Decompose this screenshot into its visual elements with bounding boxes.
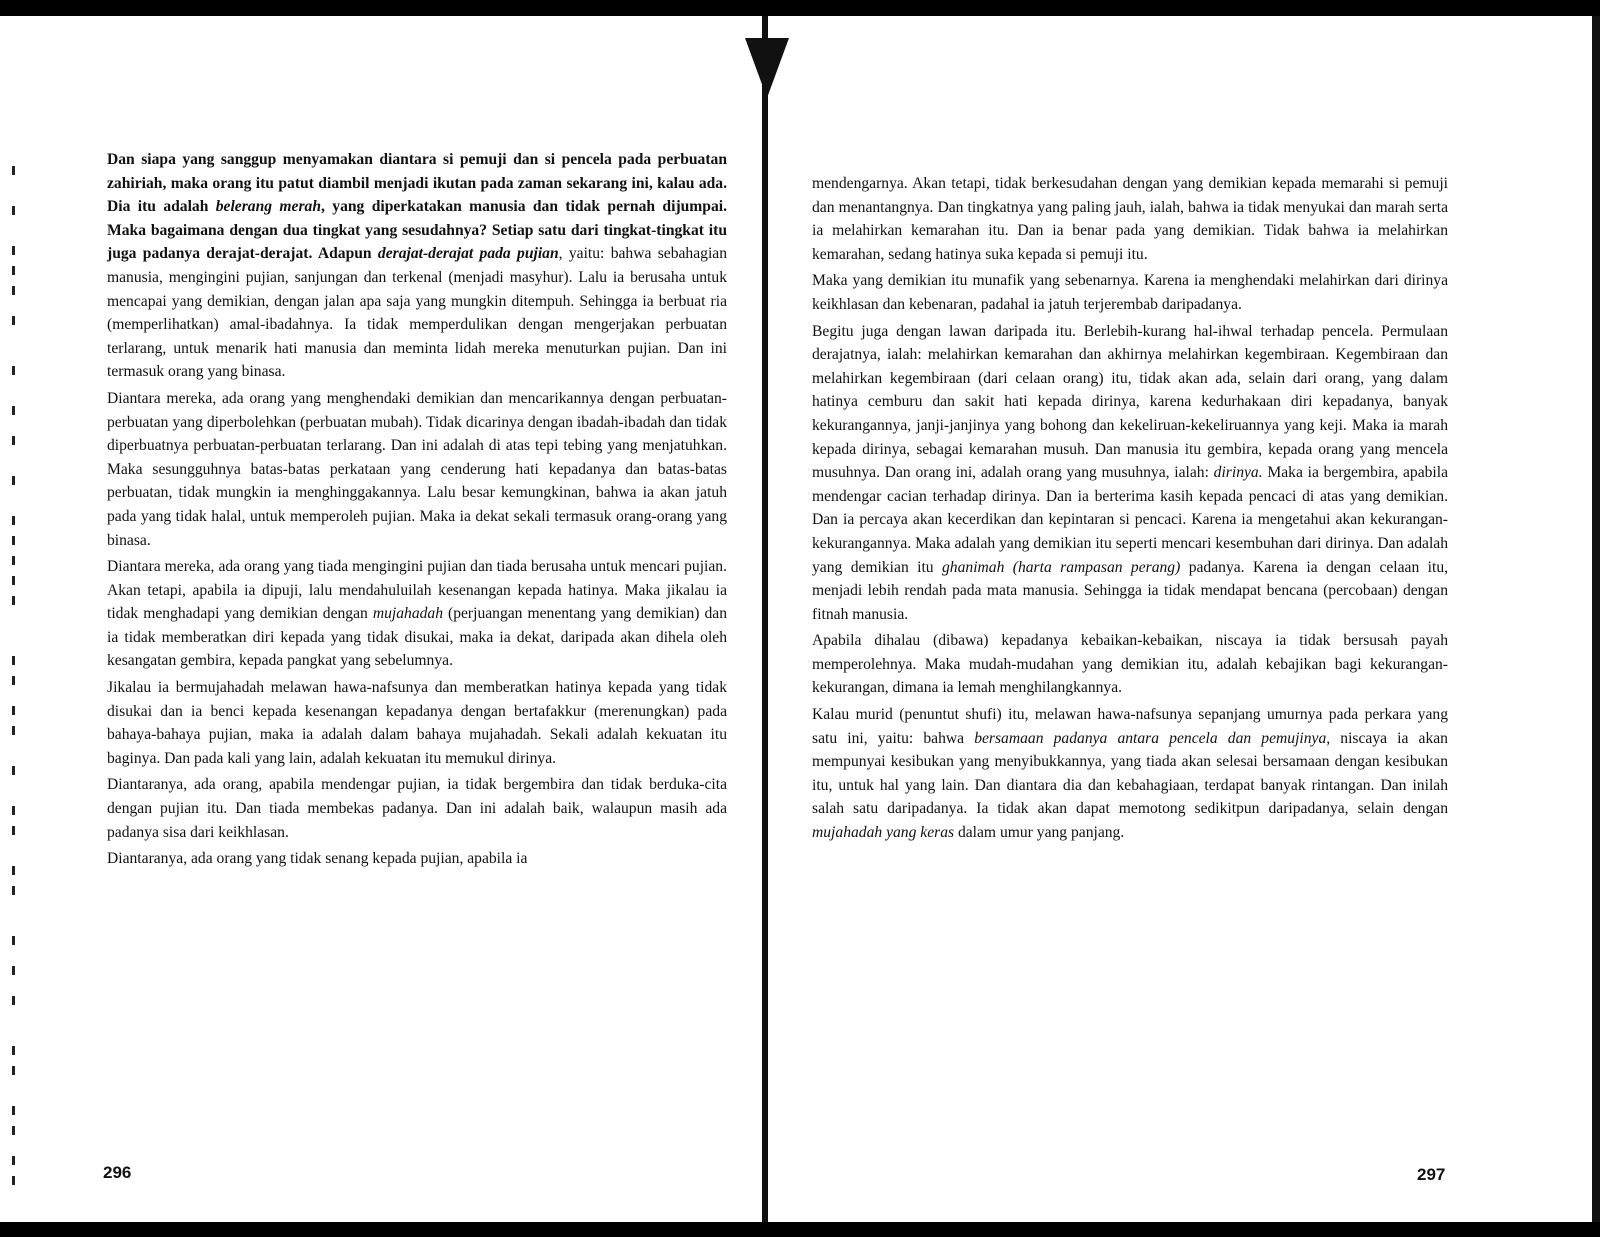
paragraph [107,773,727,844]
text-run: Diantaranya, ada orang, apabila mendengar pujian, ia tidak bergembira dan tidak berduka-cita dengan pujian itu. Dan tiada membekas padanya. Dan ini adalah baik, walaupun masih ada padanya sisa dari keikhlasan. [107,776,727,841]
paragraph [107,555,727,673]
text-run: Jikalau ia bermujahadah melawan hawa-nafsunya dan memberatkan hatinya kepada yang tidak disukai dan ia benci kepada kesenangan kepadanya dengan bertafakkur (merenungkan) pada bahaya-bahaya pujian, maka ia adalah dalam bahaya mujahadah. Sekali adalah kekuatan itu baginya. Dan pada kali yang lain, adalah kekuatan itu memukul dirinya. [107,679,727,767]
scan-mark [12,1156,15,1165]
scan-mark [12,1066,15,1075]
scan-mark [12,436,15,445]
text-run: , yaitu: bahwa sebahagian manusia, mengingini pujian, sanjungan dan terkenal (menjadi masyhur). Lalu ia berusaha untuk mencapai yang demikian, dengan jalan apa saja yang mungkin ditempuh. Sehingga ia berbuat ria (memperlihatkan) amal-ibadahnya. Ia tidak memperdulikan dengan mengerjakan perbuatan terlarang, untuk menarik hati manusia dan meminta lidah mereka menuturkan pujian. Dan ini termasuk orang yang binasa. [107,245,727,381]
paragraph [812,703,1448,845]
scan-mark [12,886,15,895]
text-run: Kalau murid (penuntut shufi) itu, melawan hawa-nafsunya sepanjang umurnya pada perkara yang satu ini, yaitu: bahwa [812,706,1448,747]
scan-mark [12,656,15,665]
scan-mark [12,316,15,325]
text-run: Maka yang demikian itu munafik yang sebenarnya. Karena ia menghendaki melahirkan dari dirinya keikhlasan dan kebenaran, padahal ia jatuh terjerembab daripadanya. [812,272,1448,313]
scan-mark [12,726,15,735]
text-run: Dan siapa yang sanggup menyamakan diantara si pemuji dan si pencela pada perbuatan zahiriah, maka orang itu patut diambil menjadi ikutan pada zaman sekarang ini, kalau ada. Dia itu adalah [107,151,727,216]
text-run: mendengarnya. Akan tetapi, tidak berkesudahan dengan yang demikian kepada memarahi si pemuji dan menantangnya. Dan tingkatnya yang paling jauh, ialah, bahwa ia tidak menyukai dan marah serta ia melahirkan kemarahan itu. Dan ia benar pada yang demikian. Tidak bahwa ia melahirkan kemarahan, sedang hatinya suka kepada si pemuji itu. [812,175,1448,263]
left-page-number: 296 [103,1163,132,1182]
paragraph [812,629,1448,700]
paragraph [812,320,1448,627]
scan-mark [12,806,15,815]
scan-mark [12,1106,15,1115]
text-run: , yang diperkatakan manusia dan tidak pernah dijumpai. Maka bagaimana dengan dua tingkat yang sesudahnya? Setiap satu dari tingkat-tingkat itu juga padanya derajat-derajat. Adapun [107,198,727,263]
text-run: niscaya ia akan mempunyai kesibukan yang menyibukkannya, yang tiada akan selesai bersamaan dengan kesibukan itu, untuk hal yang lain. Dan diantara dia dan kebahagiaan, terdapat banyak rintangan. Dan inilah salah satu daripadanya. Ia tidak akan dapat memotong sedikitpun daripadanya, selain dengan [812,729,1448,818]
paragraph [107,148,727,384]
book-spread [0,16,1600,1222]
scan-mark [12,206,15,215]
scan-mark [12,1126,15,1135]
paragraph [107,387,727,552]
text-run: Begitu juga dengan lawan daripada itu. Berlebih-kurang hal-ihwal terhadap pencela. Permulaan derajatnya, ialah: melahirkan kemarahan dan akhirnya melahirkan kegembiraan. Kegembiraan dan melahirkan kegembiraan (dari celaan orang) itu, tidak akan ada, selain dari orang, yang dalam hatinya cemburu dan sakit hati kepada dirinya, karena kedurhakaan diri kepadanya, banyak kekurangannya, janji-janjinya yang bohong dan kekeliruan-kekeliruannya yang keji. Maka ia marah kepada dirinya, sebagai kemarahan musuh. Dan manusia itu gembira, kepada orang yang mencela musuhnya. Dan orang ini, adalah orang yang musuhnya, ialah: [812,322,1448,482]
scan-mark [12,166,15,175]
scan-margin-marks [12,166,26,1216]
scan-mark [12,676,15,685]
scan-mark [12,706,15,715]
scan-mark [12,1046,15,1055]
scan-mark [12,826,15,835]
scan-mark [12,866,15,875]
text-run: (perjuangan menentang yang demikian) dan ia tidak memberatkan diri kepada yang tidak disukai, maka ia dekat, daripada akan dihela oleh kesangatan gembira, kepada pangkat yang sebelumnya. [107,605,727,670]
paragraph [812,269,1448,316]
paragraph [107,676,727,770]
text-run: Diantaranya, ada orang yang tidak senang kepada pujian, apabila ia [107,850,528,868]
scan-mark [12,246,15,255]
text-run: dalam umur yang panjang. [954,824,1125,842]
text-run: derajat-derajat pada pujian [377,245,559,263]
scan-mark [12,936,15,945]
text-run: Diantara mereka, ada orang yang menghendaki demikian dan mencarikannya dengan perbuatan-perbuatan yang diperbolehkan (perbuatan mubah). Tidak dicarinya dengan ibadah-ibadah dan tidak diperbuatnya perbuatan-perbuatan terlarang. Dan ini adalah di atas tepi tebing yang menjatuhkan. Maka sesungguhnya batas-batas perkataan yang cenderung hati kepadanya dan batas-batas perbuatan, tidak mungkin ia menghinggakannya. Lalu besar kemungkinan, bahwa ia akan jatuh pada yang tidak halal, untuk memperoleh pujian. Maka ia dekat sekali termasuk orang-orang yang binasa. [107,389,727,549]
scan-mark [12,556,15,565]
right-page-text [812,172,1448,848]
scan-mark [12,596,15,605]
scan-mark [12,966,15,975]
text-run: padanya. Karena ia dengan celaan itu, menjadi lebih rendah pada mata manusia. Sehingga ia tidak mendapat bencana (percobaan) dengan fitnah manusia. [812,558,1449,623]
scan-mark [12,406,15,415]
scan-edge [1592,16,1600,1222]
scan-mark [12,516,15,525]
text-run: belerang merah [215,198,322,216]
scan-mark [12,536,15,545]
scan-mark [12,766,15,775]
scan-mark [12,576,15,585]
scan-mark [12,366,15,375]
paragraph [107,847,727,871]
scan-mark [12,266,15,275]
left-page-text [107,148,727,874]
text-run: Diantara mereka, ada orang yang tiada mengingini pujian dan tiada berusaha untuk mencari pujian. Akan tetapi, apabila ia dipuji, lalu mendahuluilah kesenangan kepada hatinya. Maka jikalau ia tidak menghadapi yang demikian dengan [107,558,727,623]
text-run: Maka ia bergembira, apabila mendengar cacian terhadap dirinya. Dan ia berterima kasih kepada pencaci di atas yang demikian. Dan ia percaya akan kecerdikan dan kepintaran si pencaci. Karena ia mengetahui akan kekurangan-kekurangannya. Maka adalah yang demikian itu seperti mencari kesembuhan dari dirinya. Dan adalah yang demikian itu [812,464,1448,576]
scan-mark [12,1176,15,1185]
text-run: dirinya. [1213,464,1263,482]
text-run: bersamaan padanya antara pencela dan pemujinya, [974,729,1331,747]
book-spine [762,16,768,1222]
text-run: mujahadah [372,605,443,623]
text-run: mujahadah yang keras [812,824,955,842]
scan-mark [12,476,15,485]
scan-mark [12,286,15,295]
text-run: Apabila dihalau (dibawa) kepadanya kebaikan-kebaikan, niscaya ia tidak bersusah payah memperolehnya. Maka mudah-mudahan yang demikian itu, adalah kebajikan bagi kekurangan-kekurangan, dimana ia lemah menghilangkannya. [812,632,1448,697]
scan-mark [12,996,15,1005]
paragraph [812,172,1448,266]
text-run: ghanimah (harta rampasan perang) [942,558,1181,576]
right-page-number: 297 [1417,1165,1446,1184]
